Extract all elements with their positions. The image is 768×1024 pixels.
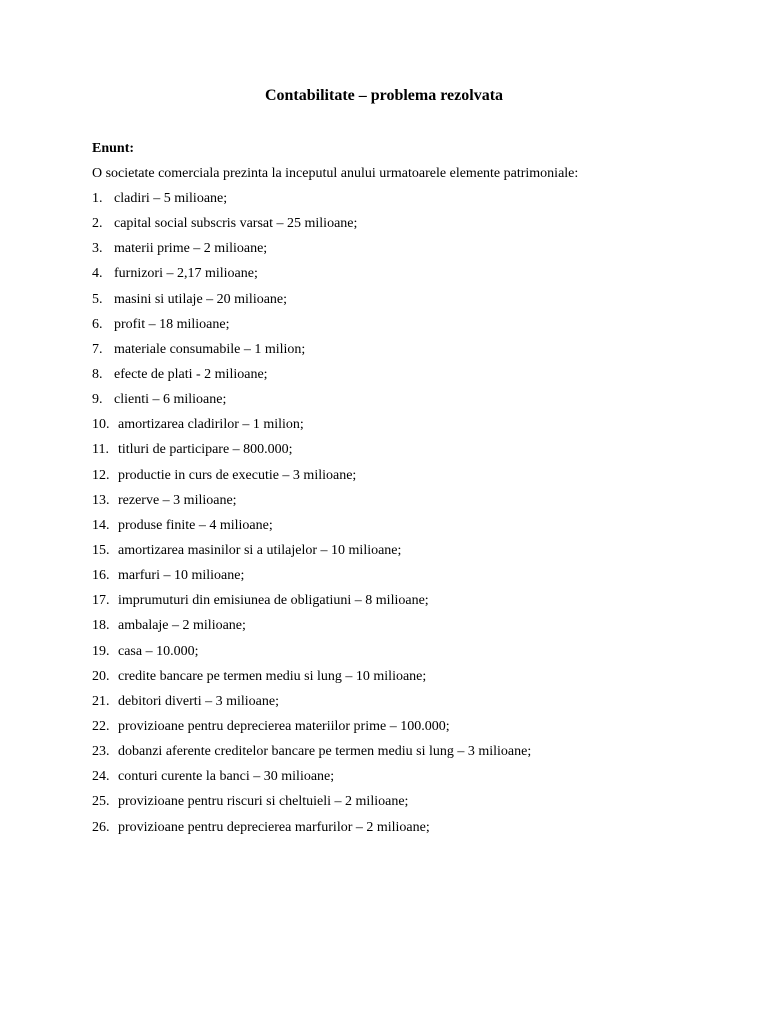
list-item-number: 22. bbox=[92, 718, 110, 734]
list-item-number: 12. bbox=[92, 467, 110, 483]
list-item-text: provizioane pentru riscuri si cheltuieli – 2 milioane; bbox=[118, 794, 409, 810]
list-item-text: efecte de plati - 2 milioane; bbox=[114, 366, 268, 382]
list-item-text: amortizarea masinilor si a utilajelor – 10 milioane; bbox=[118, 542, 402, 558]
list-item-text: materii prime – 2 milioane; bbox=[114, 241, 268, 257]
list-item-text: provizioane pentru deprecierea materiilor prime – 100.000; bbox=[118, 718, 450, 734]
list-item-number: 20. bbox=[92, 668, 110, 684]
list-item bbox=[92, 239, 531, 264]
list-item-number: 10. bbox=[92, 417, 110, 433]
list-item bbox=[92, 591, 531, 616]
list-item-number: 8. bbox=[92, 366, 103, 382]
list-item-text: dobanzi aferente creditelor bancare pe termen mediu si lung – 3 milioane; bbox=[118, 744, 532, 760]
list-item-number: 15. bbox=[92, 542, 110, 558]
list-item-text: materiale consumabile – 1 milion; bbox=[114, 341, 306, 357]
list-item bbox=[92, 491, 531, 516]
list-item-number: 3. bbox=[92, 241, 103, 257]
list-item bbox=[92, 541, 531, 566]
list-item-text: ambalaje – 2 milioane; bbox=[118, 618, 246, 634]
list-item-number: 24. bbox=[92, 769, 110, 785]
list-item-number: 13. bbox=[92, 492, 110, 508]
list-item-text: imprumuturi din emisiunea de obligatiuni – 8 milioane; bbox=[118, 593, 429, 609]
list-item-number: 2. bbox=[92, 216, 103, 232]
list-item bbox=[92, 692, 531, 717]
list-item-text: casa – 10.000; bbox=[118, 643, 199, 659]
list-item-number: 17. bbox=[92, 593, 110, 609]
list-item bbox=[92, 214, 531, 239]
list-item-number: 1. bbox=[92, 191, 103, 206]
section-label: Enunt: bbox=[92, 141, 135, 156]
list-item bbox=[92, 440, 531, 465]
list-item-text: capital social subscris varsat – 25 milioane; bbox=[114, 216, 358, 232]
list-item bbox=[92, 667, 531, 692]
intro-paragraph: O societate comerciala prezinta la inceputul anului urmatoarele elemente patrimoniale: bbox=[92, 166, 579, 181]
list-item-text: produse finite – 4 milioane; bbox=[118, 517, 273, 533]
list-item-text: amortizarea cladirilor – 1 milion; bbox=[118, 417, 304, 433]
list-item bbox=[92, 642, 531, 667]
list-item-text: provizioane pentru deprecierea marfurilor – 2 milioane; bbox=[118, 819, 430, 835]
list-item-text: cladiri – 5 milioane; bbox=[114, 191, 228, 206]
list-item-number: 23. bbox=[92, 744, 110, 760]
list-item-text: debitori diverti – 3 milioane; bbox=[118, 693, 279, 709]
list-item bbox=[92, 390, 531, 415]
list-item bbox=[92, 792, 531, 817]
list-item bbox=[92, 340, 531, 365]
list-item-number: 14. bbox=[92, 517, 110, 533]
list-item bbox=[92, 818, 531, 843]
list-item bbox=[92, 189, 531, 214]
list-item-number: 4. bbox=[92, 266, 103, 282]
list-item-text: marfuri – 10 milioane; bbox=[118, 568, 245, 584]
list-item-text: clienti – 6 milioane; bbox=[114, 392, 227, 408]
list-item bbox=[92, 767, 531, 792]
list-item-number: 21. bbox=[92, 693, 110, 709]
list-item bbox=[92, 415, 531, 440]
list-item-number: 5. bbox=[92, 291, 103, 307]
list-item bbox=[92, 742, 531, 767]
list-item bbox=[92, 466, 531, 491]
list-item bbox=[92, 616, 531, 641]
list-item-number: 18. bbox=[92, 618, 110, 634]
list-item bbox=[92, 516, 531, 541]
list-item bbox=[92, 717, 531, 742]
list-item-number: 16. bbox=[92, 568, 110, 584]
list-item-text: furnizori – 2,17 milioane; bbox=[114, 266, 258, 282]
list-item-number: 7. bbox=[92, 341, 103, 357]
list-item-number: 6. bbox=[92, 316, 103, 332]
list-item bbox=[92, 290, 531, 315]
list-item-text: masini si utilaje – 20 milioane; bbox=[114, 291, 288, 307]
list-item-text: titluri de participare – 800.000; bbox=[118, 442, 293, 458]
list-item bbox=[92, 365, 531, 390]
list-item-text: profit – 18 milioane; bbox=[114, 316, 230, 332]
list-item-number: 9. bbox=[92, 392, 103, 408]
patrimonial-items-list bbox=[92, 189, 531, 843]
list-item-number: 25. bbox=[92, 794, 110, 810]
list-item bbox=[92, 264, 531, 289]
document-title: Contabilitate – problema rezolvata bbox=[264, 87, 504, 104]
list-item bbox=[92, 566, 531, 591]
list-item-text: rezerve – 3 milioane; bbox=[118, 492, 237, 508]
list-item-number: 11. bbox=[92, 442, 109, 458]
list-item bbox=[92, 315, 531, 340]
list-item-text: credite bancare pe termen mediu si lung – 10 milioane; bbox=[118, 668, 427, 684]
list-item-number: 19. bbox=[92, 643, 110, 659]
list-item-number: 26. bbox=[92, 819, 110, 835]
list-item-text: productie in curs de executie – 3 milioane; bbox=[118, 467, 357, 483]
list-item-text: conturi curente la banci – 30 milioane; bbox=[118, 769, 335, 785]
